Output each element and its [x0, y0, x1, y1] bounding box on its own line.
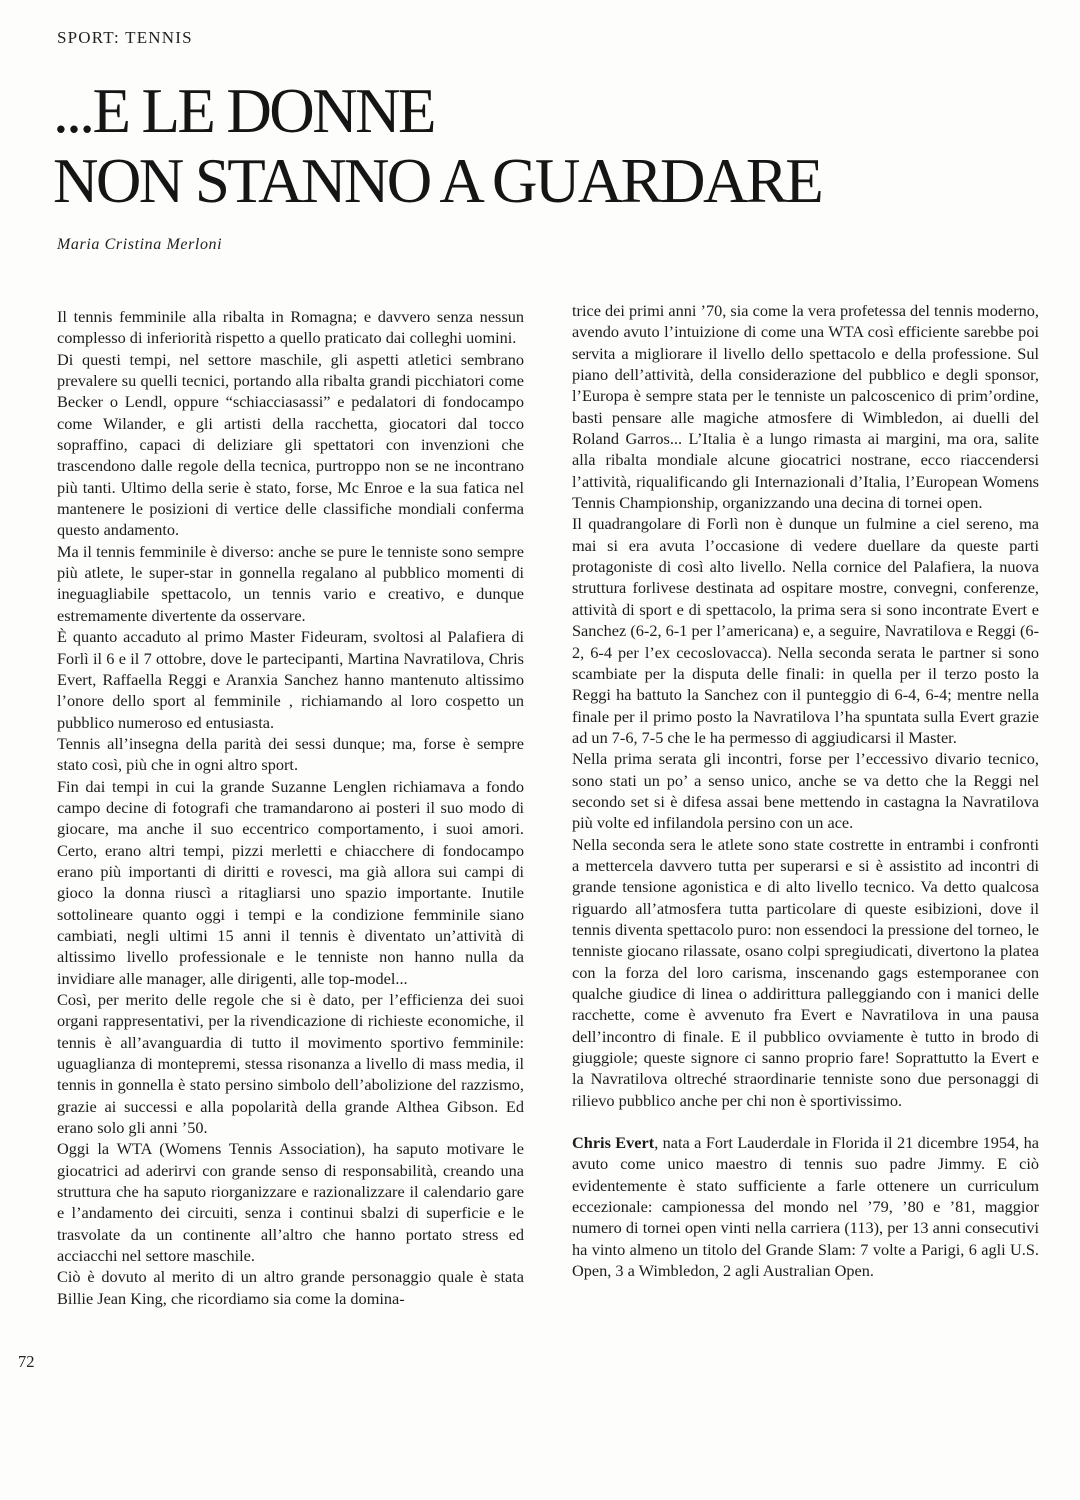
paragraph: Ma il tennis femminile è diverso: anche se pure le tenniste sono sempre più atlete, le super-star in gonnella regalano al pubblico momenti di ineguagliabile spettacolo, un tennis vario e creativo, e dunque estremamente divertente da osservare. [57, 541, 524, 625]
paragraph: Fin dai tempi in cui la grande Suzanne Lenglen richiamava a fondo campo decine di fotografi che tramandarono ai posteri il suo modo di giocare, ma anche il suo eccentrico comportamento, i suoi amori. Certo, erano altri tempi, pizzi merletti e chiacchere di fondocampo erano più importanti di diritti e rovesci, ma già allora sui campi di gioco la donna riuscì a ritagliarsi uno spazio importante. Inutile sottolineare quanto oggi i tempi e la condizione femminile siano cambiati, negli ultimi 15 anni il tennis è diventato un’attività di altissimo livello professionale e le tenniste non hanno nulla da invidiare alle manager, alle dirigenti, alle top-model... [57, 776, 524, 988]
headline [53, 76, 1013, 216]
author-byline: Maria Cristina Merloni [57, 236, 223, 253]
paragraph: Nella prima serata gli incontri, forse per l’eccessivo divario tecnico, sono stati un po’ a senso unico, anche se va detto che la Reggi nel secondo set si è difesa assai bene mettendo in castagna la Navratilova più volte ed infilandola persino con un ace. [572, 749, 1039, 833]
section-label: SPORT: TENNIS [57, 28, 193, 47]
paragraph: Nella seconda sera le atlete sono state costrette in entrambi i confronti a mettercela davvero tutta per superarsi e si è assistito ad incontri di grande tensione agonistica e di alto livello tecnico. Va detto qualcosa riguardo all’atmosfera tutta particolare di queste esibizioni, dove il tennis diventa spettacolo puro: non essendoci la pressione del torneo, le tenniste giocano rilassate, osano colpi spregiudicati, divertono la platea con la forza del loro carisma, inscenando gags estemporanee con qualche giudice di linea o addirittura palleggiando con i manici delle racchette, come è avvenuto fra Evert e Navratilova in una pausa dell’incontro di finale. E il pubblico ovviamente è tutto in brodo di giuggiole; queste signore ci sanno proprio fare! Soprattutto la Evert e la Navratilova oltreché straordinarie tenniste sono due personaggi di rilievo pubblico anche per chi non è sportivissimo. [572, 834, 1039, 1110]
article-column-right [572, 300, 1039, 1281]
paragraph: Ciò è dovuto al merito di un altro grande personaggio quale è stata Billie Jean King, che ricordiamo sia come la domina- [57, 1267, 524, 1308]
paragraph: Così, per merito delle regole che si è dato, per l’efficienza dei suoi organi rappresentativi, per la rivendicazione di richieste economiche, il tennis è all’avanguardia di tutto il movimento sportivo femminile: uguaglianza di montepremi, stessa risonanza a livello di mass media, il tennis in gonnella è stato persino simbolo dell’abolizione del razzismo, grazie ai successi e alla popolarità della grande Althea Gibson. Ed erano solo gli anni ’50. [57, 990, 524, 1138]
paragraph: Di questi tempi, nel settore maschile, gli aspetti atletici sembrano prevalere su quelli tecnici, portando alla ribalta grandi picchiatori come Becker o Lendl, oppure “schiacciasassi” e pedalatori di fondocampo come Wilander, e gli artisti della racchetta, giocatori dal tocco sopraffino, capaci di deliziare gli spettatori con invenzioni che trascendono dalle regole della tecnica, purtroppo non se ne incontrano più tanti. Ultimo della serie è stato, forse, Mc Enroe e la sua fatica nel mantenere le posizioni di vertice delle classifiche mondiali conferma questo andamento. [57, 349, 524, 540]
bio-text: , nata a Fort Lauderdale in Florida il 21 dicembre 1954, ha avuto come unico maestro di tennis suo padre Jimmy. E ciò evidentemente è stato sufficiente a farle ottenere un curriculum eccezionale: campionessa del mondo nel ’79, ’80 e ’81, maggior numero di tornei open vinti nella carriera (113), per 13 anni consecutivi ha vinto almeno un titolo del Grande Slam: 7 volte a Parigi, 6 agli U.S. Open, 3 a Wimbledon, 2 agli Australian Open. [572, 1133, 1040, 1281]
paragraph: Il quadrangolare di Forlì non è dunque un fulmine a ciel sereno, ma mai si era avuta l’occasione di vedere duellare da queste parti protagoniste di così alto livello. Nella cornice del Palafiera, la nuova struttura forlivese destinata ad ospitare mostre, convegni, conferenze, attività di sport e di spettacolo, la prima sera si sono incontrate Evert e Sanchez (6-2, 6-1 per l’americana) e, a seguire, Navratilova e Reggi (6-2, 6-4 per l’ex cecoslovacca). Nella seconda serata le partner si sono scambiate per la disputa delle finali: in quella per il terzo posto la Reggi ha battuto la Sanchez con il punteggio di 6-4, 6-4; mentre nella finale per il primo posto la Navratilova l’ha spuntata sulla Evert grazie ad un 7-6, 7-5 che le ha permesso di aggiudicarsi il Master. [572, 514, 1039, 747]
paragraph: È quanto accaduto al primo Master Fideuram, svoltosi al Palafiera di Forlì il 6 e il 7 ottobre, dove le partecipanti, Martina Navratilova, Chris Evert, Raffaella Reggi e Aranxia Sanchez hanno mantenuto altissimo l’onore dello sport al femminile , richiamando al loro cospetto un pubblico numeroso ed entusiasta. [57, 627, 524, 732]
paragraph: Tennis all’insegna della parità dei sessi dunque; ma, forse è sempre stato così, più che in ogni altro sport. [57, 733, 524, 775]
paragraph: Oggi la WTA (Womens Tennis Association), ha saputo motivare le giocatrici ad aderirvi con grande senso di responsabilità, creando una struttura che ha saputo riorganizzare e razionalizzare il calendario gare e l’andamento dei circuiti, senza i continui sbalzi di superficie e le trasvolate da un continente all’altro che hanno portato stress ed acciacchi nel settore maschile. [57, 1139, 524, 1266]
article-column-left [57, 306, 524, 1309]
paragraph: Il tennis femminile alla ribalta in Romagna; e davvero senza nessun complesso di inferiorità rispetto a quello praticato dai colleghi uomini. [57, 307, 524, 348]
paragraph: trice dei primi anni ’70, sia come la vera profetessa del tennis moderno, avendo avuto l’intuizione di come una WTA così efficiente sarebbe poi servita a migliorare il livello dello spettacolo e della professione. Sul piano dell’attività, della considerazione del pubblico e degli sponsor, l’Europa è sempre stata per le tenniste un palcoscenico di prim’ordine, basti pensare alle magiche atmosfere di Wimbledon, ai duelli del Roland Garros... L’Italia è a lungo rimasta ai margini, ma ora, salite alla ribalta mondiale alcune giocatrici nostrane, ecco riaccendersi l’attività, riqualificando gli Internazionali d’Italia, l’European Womens Tennis Championship, organizzando una decina di tornei open. [572, 301, 1039, 513]
bio-name: Chris Evert [572, 1133, 655, 1153]
bio-paragraph [572, 1132, 1039, 1281]
headline-line-2: NON STANNO A GUARDARE [53, 146, 822, 216]
headline-line-1: ...E LE DONNE [53, 76, 434, 146]
page-number: 72 [18, 1352, 35, 1371]
